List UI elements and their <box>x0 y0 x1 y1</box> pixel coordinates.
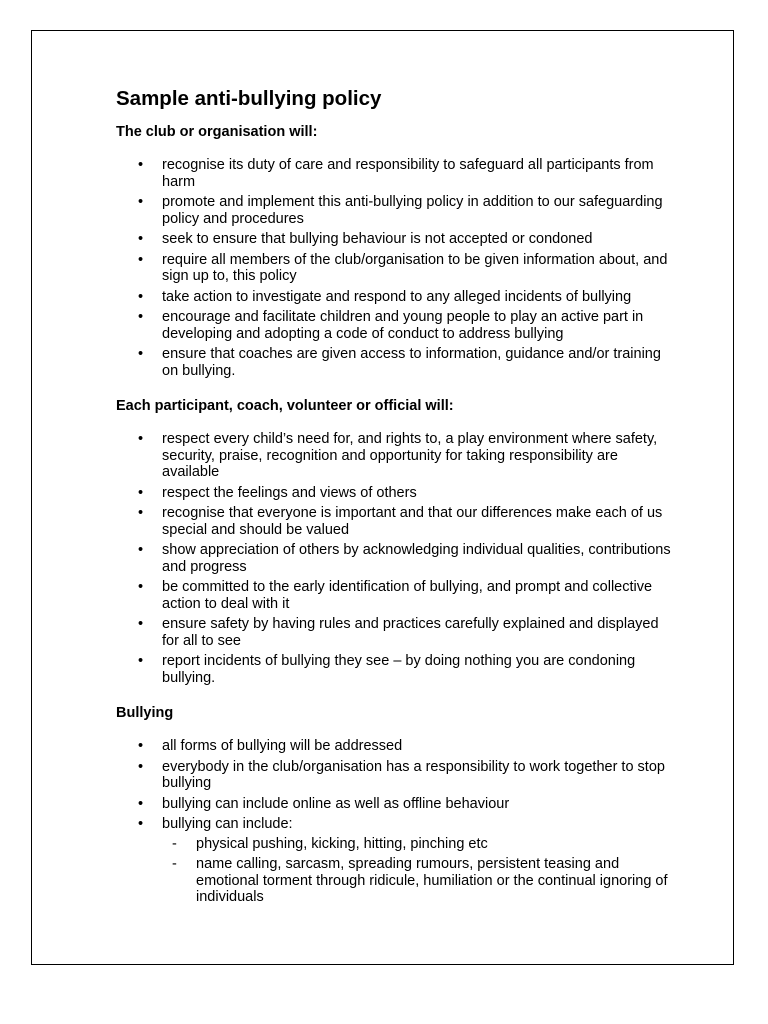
bullet-icon: • <box>138 309 144 325</box>
dash-icon: - <box>172 835 177 852</box>
list-item: • ensure safety by having rules and practices carefully explained and displayed for all to see <box>138 616 659 649</box>
list-item: • all forms of bullying will be addressed <box>138 738 403 754</box>
list-item: • take action to investigate and respond to any alleged incidents of bullying <box>138 288 632 305</box>
bullet-icon: • <box>138 251 144 268</box>
list-item: • recognise that everyone is important and that our differences make each of us special and should be valued <box>138 505 663 538</box>
bullet-icon: • <box>138 231 144 247</box>
bullet-icon: • <box>138 194 144 210</box>
list-item: • respect the feelings and views of others <box>138 484 417 501</box>
bullet-icon: • <box>138 431 144 447</box>
bullet-icon: • <box>138 542 144 558</box>
section-heading-club: The club or organisation will: <box>116 124 318 140</box>
list-item: • recognise its duty of care and responsibility to safeguard all participants from harm <box>138 157 654 190</box>
bullet-icon: • <box>138 505 144 521</box>
bullet-icon: • <box>138 157 144 173</box>
list-item: • everybody in the club/organisation has a responsibility to work together to stop bullying <box>138 758 665 791</box>
document-body <box>116 86 676 910</box>
bullet-icon: • <box>138 738 144 754</box>
bullet-icon: • <box>138 758 144 775</box>
bullet-icon: • <box>138 288 144 305</box>
bullet-icon: • <box>138 795 144 812</box>
list-item: • bullying can include: - physical pushing, kicking, hitting, pinching etc - name calling, sarcasm, spreading rumours, persistent teasing and emotional torment through ridicule, humiliation or the continual ignoring of individuals <box>116 816 676 906</box>
list-item: • report incidents of bullying they see – by doing nothing you are condoning bullying. <box>138 653 636 686</box>
bullying-types-sublist <box>162 836 676 906</box>
list-item: • be committed to the early identification of bullying, and prompt and collective action to deal with it <box>138 579 653 612</box>
bullet-icon: • <box>138 484 144 501</box>
participant-commitments-list <box>116 431 676 686</box>
section-heading-participant: Each participant, coach, volunteer or official will: <box>116 398 454 414</box>
club-commitments-list <box>116 157 676 379</box>
bullet-icon: • <box>138 816 144 832</box>
bullying-list <box>116 738 676 906</box>
bullet-icon: • <box>138 653 144 669</box>
bullet-icon: • <box>138 346 144 362</box>
list-item: • seek to ensure that bullying behaviour is not accepted or condoned <box>138 231 593 247</box>
list-item: • promote and implement this anti-bullying policy in addition to our safeguarding policy and procedures <box>138 194 663 227</box>
sub-list-item: - name calling, sarcasm, spreading rumours, persistent teasing and emotional torment through ridicule, humiliation or the continual ignoring of individuals <box>172 856 668 905</box>
bullet-icon: • <box>138 579 144 595</box>
bullet-icon: • <box>138 616 144 632</box>
list-item: • ensure that coaches are given access to information, guidance and/or training on bullying. <box>138 346 661 379</box>
list-item: • bullying can include online as well as offline behaviour <box>138 795 510 812</box>
section-heading-bullying: Bullying <box>116 705 174 721</box>
list-item: • show appreciation of others by acknowledging individual qualities, contributions and progress <box>138 542 671 575</box>
list-item: • require all members of the club/organisation to be given information about, and sign up to, this policy <box>138 251 668 284</box>
list-item: • encourage and facilitate children and young people to play an active part in developing and adopting a code of conduct to address bullying <box>138 309 644 342</box>
sub-list-item: - physical pushing, kicking, hitting, pinching etc <box>172 835 488 852</box>
list-item: • respect every child’s need for, and rights to, a play environment where safety, security, praise, recognition and opportunity for taking responsibility are available <box>138 431 658 480</box>
document-title: Sample anti-bullying policy <box>116 87 382 110</box>
dash-icon: - <box>172 856 177 872</box>
